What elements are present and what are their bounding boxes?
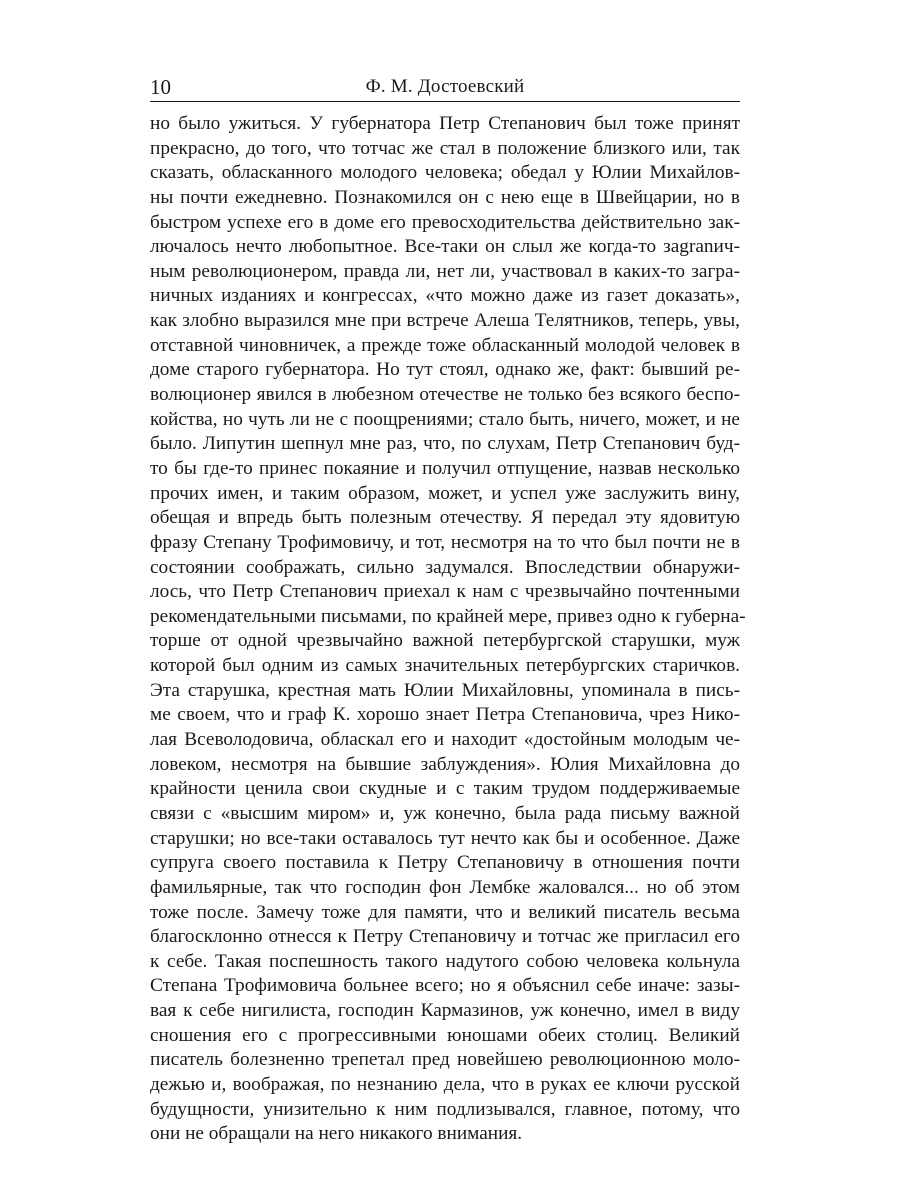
text-line: связи с «высшим миром» и, уж конечно, была рада письму важной [150, 802, 740, 824]
text-line: фамильярные, так что господин фон Лембке жаловался... но об этом [150, 876, 740, 898]
text-line: ловеком, несмотря на бывшие заблуждения». Юлия Михайловна до [150, 753, 740, 775]
text-line: лось, что Петр Степанович приехал к нам с чрезвычайно почтенными [150, 581, 740, 603]
text-line: лючалось нечто любопытное. Все-таки он слыл же когда-то заgranич- [150, 236, 740, 258]
text-line: быстром успехе его в доме его превосходительства действительно зак- [150, 211, 740, 233]
text-line: они не обращали на него никакого внимания. [150, 1123, 523, 1145]
text-line: было. Липутин шепнул мне раз, что, по слухам, Петр Степанович буд- [150, 433, 740, 455]
text-line: состоянии соображать, сильно задумался. Впоследствии обнаружи- [150, 556, 740, 578]
text-line: доме старого губернатора. Но тут стоял, однако же, факт: бывший ре- [150, 359, 740, 381]
text-line: писатель болезненно трепетал пред новейшею революционною моло- [150, 1049, 740, 1071]
text-line: тоже после. Замечу тоже для памяти, что и великий писатель весьма [150, 901, 740, 923]
text-line: которой был одним из самых значительных петербургских старичков. [150, 655, 740, 677]
text-line: вая к себе нигилиста, господин Кармазинов, уж конечно, имел в виду [150, 1000, 740, 1022]
text-line: будущности, унизительно к ним подлизывался, главное, потому, что [150, 1098, 740, 1120]
text-line: ничных изданиях и конгрессах, «что можно даже из газет доказать», [150, 285, 740, 307]
header-rule [150, 101, 740, 102]
text-line: Степана Трофимовича больнее всего; но я объяснил себе иначе: зазы- [150, 975, 740, 997]
text-line: волюционер явился в любезном отечестве не только без всякого беспо- [150, 384, 740, 406]
text-line: прекрасно, до того, что тотчас же стал в положение близкого или, так [150, 137, 740, 159]
text-line: отставной чиновничек, а прежде тоже обласканный молодой человек в [150, 334, 740, 356]
text-line: но было ужиться. У губернатора Петр Степанович был тоже принят [150, 113, 740, 134]
running-head-title: Ф. М. Достоевский [365, 76, 525, 97]
text-line: благосклонно отнесся к Петру Степановичу и тотчас же пригласил его [150, 926, 740, 948]
body-text [150, 112, 746, 1147]
text-line: Эта старушка, крестная мать Юлии Михайловны, упоминала в пись- [150, 679, 740, 701]
page-number: 10 [150, 75, 171, 99]
text-line: то бы где-то принес покаяние и получил отпущение, назвав несколько [150, 457, 740, 479]
text-line: ме своем, что и граф К. хорошо знает Петра Степановича, чрез Нико- [150, 704, 740, 726]
running-head [150, 74, 740, 100]
text-line: рекомендательными письмами, по крайней мере, привез одно к губерна- [150, 605, 746, 627]
text-line: обещая и впредь быть полезным отечеству. Я передал эту ядовитую [150, 507, 740, 529]
text-line: торше от одной чрезвычайно важной петербургской старушки, муж [150, 630, 740, 652]
text-line: койства, но чуть ли не с поощрениями; стало быть, ничего, может, и не [150, 408, 740, 430]
text-line: лая Всеволодовича, обласкал его и находит «достойным молодым че- [150, 729, 740, 751]
text-line: ным революционером, правда ли, нет ли, участвовал в каких-то загра- [150, 260, 740, 282]
text-line: супруга своего поставила к Петру Степановичу в отношения почти [150, 852, 740, 874]
text-line: крайности ценила свои скудные и с таким трудом поддерживаемые [150, 778, 740, 800]
text-line: к себе. Такая поспешность такого надутого собою человека кольнула [150, 950, 740, 972]
text-line: старушки; но все-таки оставалось тут нечто как бы и особенное. Даже [150, 827, 740, 849]
text-line: как злобно выразился мне при встрече Алеша Телятников, теперь, увы, [150, 310, 740, 332]
text-line: прочих имен, и таким образом, может, и успел уже заслужить вину, [150, 482, 740, 504]
text-line: фразу Степану Трофимовичу, и тот, несмотря на то что был почти не в [150, 531, 740, 553]
text-line: сказать, обласканного молодого человека; обедал у Юлии Михайлов- [150, 162, 740, 184]
text-line: дежью и, воображая, по незнанию дела, что в руках ее ключи русской [150, 1073, 740, 1095]
text-line: ны почти ежедневно. Познакомился он с нею еще в Швейцарии, но в [150, 186, 740, 208]
text-line: сношения его с прогрессивными юношами обеих столиц. Великий [150, 1024, 740, 1046]
